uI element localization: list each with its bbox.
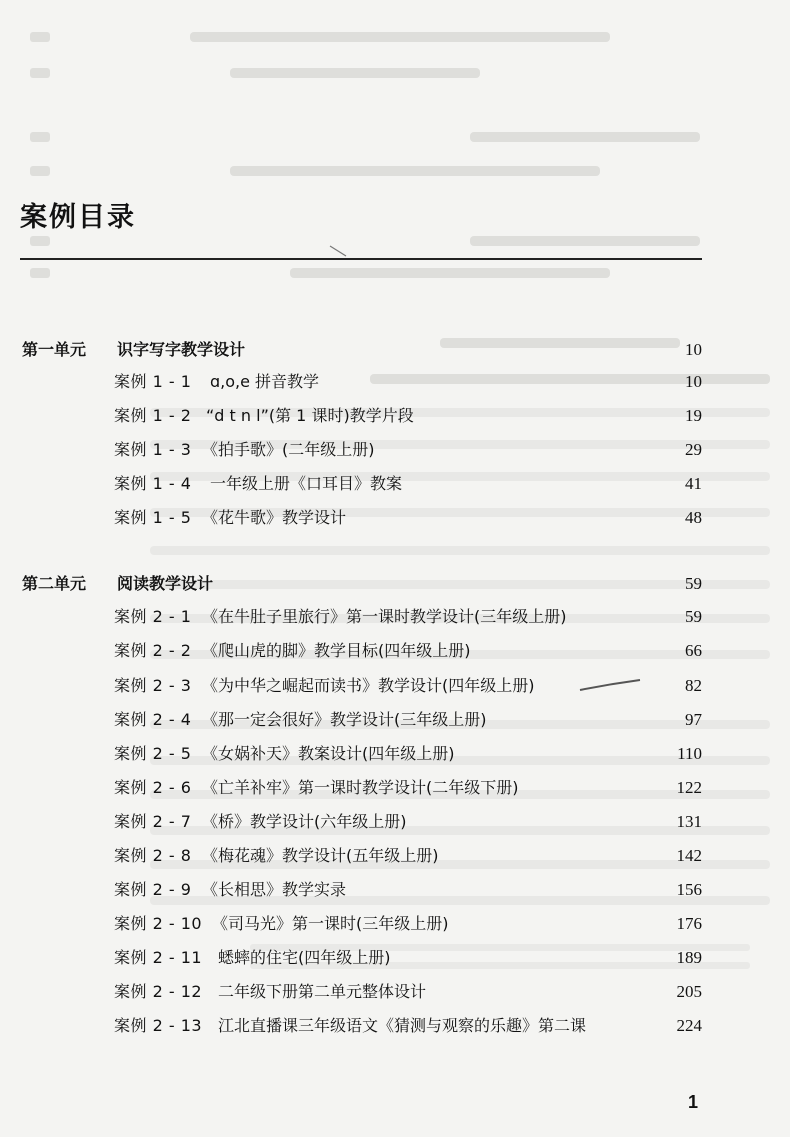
case-title: 《长相思》教学实录 (202, 880, 347, 899)
case-page: 156 (676, 880, 702, 899)
case-entry (114, 673, 704, 699)
case-title: 《花牛歌》教学设计 (202, 508, 347, 527)
case-entry (114, 707, 704, 733)
case-number: 案例 1 - 5 (114, 508, 192, 527)
case-number: 案例 2 - 3 (114, 676, 192, 695)
case-number: 案例 2 - 1 (114, 607, 192, 626)
case-number: 案例 2 - 11 (114, 948, 203, 967)
case-number: 案例 1 - 3 (114, 440, 192, 459)
case-page: 224 (676, 1016, 702, 1035)
case-number: 案例 1 - 1 (114, 372, 192, 391)
case-number: 案例 2 - 13 (114, 1016, 203, 1035)
case-number: 案例 2 - 6 (114, 778, 192, 797)
case-entry (114, 809, 704, 835)
case-page: 19 (685, 406, 702, 425)
case-entry (114, 877, 704, 903)
case-title: 《为中华之崛起而读书》教学设计(四年级上册) (202, 676, 535, 695)
case-title: ɑ,o,e 拼音教学 (210, 372, 320, 391)
case-title: 一年级上册《口耳目》教案 (210, 474, 403, 493)
case-title: “d t n l”(第 1 课时)教学片段 (206, 406, 414, 425)
case-title: 江北直播课三年级语文《猜测与观察的乐趣》第二课 (218, 1016, 587, 1035)
case-entry (114, 638, 704, 664)
case-number: 案例 2 - 4 (114, 710, 192, 729)
unit-page: 59 (685, 574, 702, 593)
case-page: 205 (676, 982, 702, 1001)
case-title: 《那一定会很好》教学设计(三年级上册) (202, 710, 487, 729)
case-page: 176 (676, 914, 702, 933)
case-title: 《爬山虎的脚》教学目标(四年级上册) (202, 641, 471, 660)
case-page: 82 (685, 676, 702, 695)
case-page: 189 (676, 948, 702, 967)
case-entry (114, 979, 704, 1005)
page-title: 案例目录 (20, 202, 136, 233)
title-divider (20, 258, 702, 260)
unit-page: 10 (685, 340, 702, 359)
case-title: 《女娲补天》教案设计(四年级上册) (202, 744, 455, 763)
case-page: 142 (676, 846, 702, 865)
unit-heading (22, 571, 704, 597)
case-number: 案例 2 - 9 (114, 880, 192, 899)
case-title: 《司马光》第一课时(三年级上册) (212, 914, 449, 933)
case-entry (114, 471, 704, 497)
case-number: 案例 2 - 8 (114, 846, 192, 865)
case-number: 案例 1 - 4 (114, 474, 192, 493)
unit-name: 第一单元 (22, 340, 87, 359)
case-page: 48 (685, 508, 702, 527)
case-entry (114, 604, 704, 630)
case-title: 二年级下册第二单元整体设计 (218, 982, 427, 1001)
case-entry (114, 505, 704, 531)
case-page: 41 (685, 474, 702, 493)
case-page: 29 (685, 440, 702, 459)
case-page: 97 (685, 710, 702, 729)
case-entry (114, 775, 704, 801)
case-title: 《梅花魂》教学设计(五年级上册) (202, 846, 439, 865)
case-entry (114, 403, 704, 429)
case-number: 案例 1 - 2 (114, 406, 192, 425)
case-title: 《在牛肚子里旅行》第一课时教学设计(三年级上册) (202, 607, 567, 626)
case-entry (114, 843, 704, 869)
case-page: 110 (677, 744, 702, 763)
case-page: 10 (685, 372, 702, 391)
case-entry (114, 369, 704, 395)
unit-name: 第二单元 (22, 574, 87, 593)
case-title: 《亡羊补牢》第一课时教学设计(二年级下册) (202, 778, 519, 797)
case-number: 案例 2 - 5 (114, 744, 192, 763)
case-page: 131 (676, 812, 702, 831)
case-page: 66 (685, 641, 702, 660)
case-entry (114, 741, 704, 767)
case-page: 122 (676, 778, 702, 797)
page-number: 1 (688, 1092, 699, 1112)
case-entry (114, 911, 704, 937)
case-entry (114, 945, 704, 971)
unit-title: 阅读教学设计 (117, 574, 214, 593)
case-number: 案例 2 - 7 (114, 812, 192, 831)
case-title: 《桥》教学设计(六年级上册) (202, 812, 407, 831)
case-number: 案例 2 - 2 (114, 641, 192, 660)
case-number: 案例 2 - 12 (114, 982, 203, 1001)
case-number: 案例 2 - 10 (114, 914, 203, 933)
unit-title: 识字写字教学设计 (117, 340, 246, 359)
unit-heading (22, 337, 704, 363)
case-entry (114, 1013, 704, 1039)
case-page: 59 (685, 607, 702, 626)
case-entry (114, 437, 704, 463)
case-title: 蟋蟀的住宅(四年级上册) (218, 948, 391, 967)
case-title: 《拍手歌》(二年级上册) (202, 440, 375, 459)
